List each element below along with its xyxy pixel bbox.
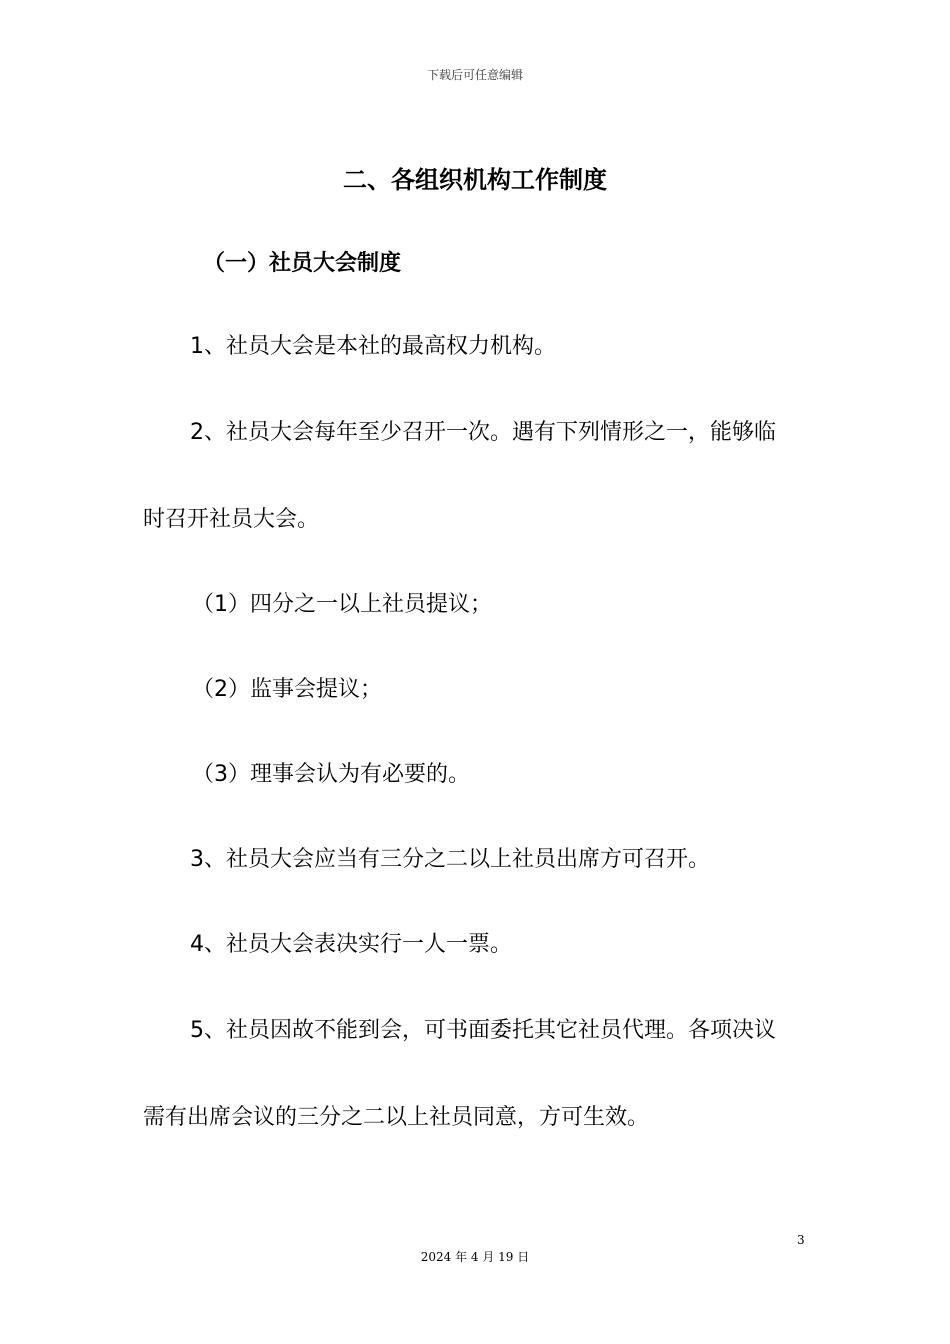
paragraph-2-line-2: 时召开社员大会。 (143, 507, 320, 532)
section-title: 二、各组织机构工作制度 (343, 166, 607, 194)
paragraph-1: 1、社员大会是本社的最高权力机构。 (190, 334, 556, 359)
paragraph-5-line-2: 需有出席会议的三分之二以上社员同意，方可生效。 (143, 1105, 650, 1130)
page-number: 3 (797, 1233, 805, 1247)
subsection-title: （一）社员大会制度 (203, 251, 402, 276)
paragraph-2-line-1: 2、社员大会每年至少召开一次。遇有下列情形之一，能够临 (190, 420, 776, 445)
header-note: 下载后可任意编辑 (426, 68, 523, 82)
list-item-3: （3）理事会认为有必要的。 (192, 762, 470, 787)
list-item-1: （1）四分之一以上社员提议； (192, 592, 492, 617)
list-item-2: （2）监事会提议； (192, 677, 382, 702)
paragraph-5-line-1: 5、社员因故不能到会，可书面委托其它社员代理。各项决议 (190, 1018, 776, 1043)
paragraph-3: 3、社员大会应当有三分之二以上社员出席方可召开。 (190, 847, 710, 872)
footer-date: 2024 年 4 月 19 日 (420, 1250, 530, 1264)
paragraph-4: 4、社员大会表决实行一人一票。 (190, 932, 512, 957)
